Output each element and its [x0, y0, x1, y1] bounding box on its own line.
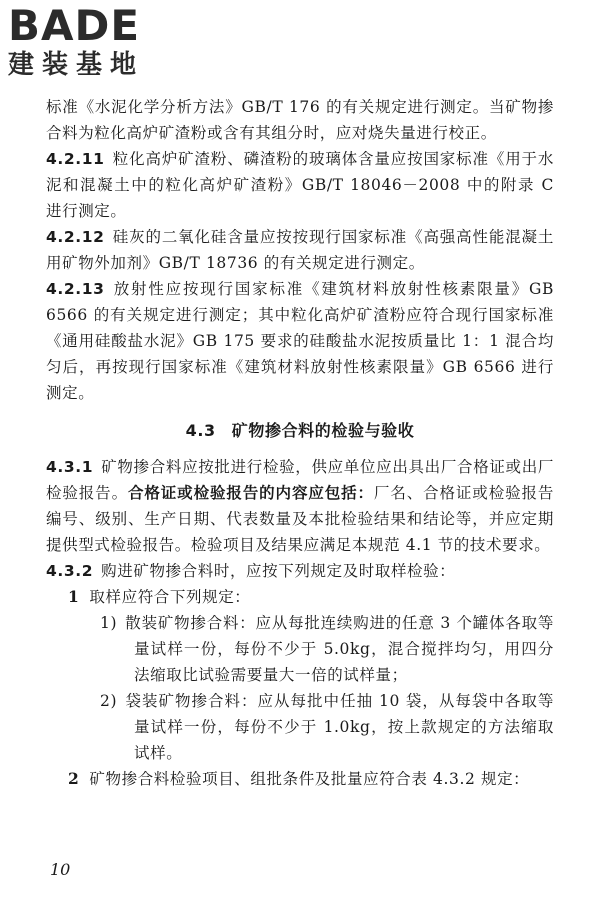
item-number: 2: [68, 769, 80, 788]
item-text: 散装矿物掺合料：应从每批连续购进的任意 3 个罐体各取等量试样一份，每份不少于 5.0kg，混合搅拌均匀，用四分法缩取比试验需要量大一倍的试样量；: [125, 614, 554, 684]
item-text: 矿物掺合料检验项目、组批条件及批量应符合表 4.3.2 规定：: [89, 770, 530, 788]
logo-text-cn: 建装基地: [8, 50, 145, 80]
clause-text-b: 厂名、合格证或检验报告编号、级别、生产日期、代表数量及本批检验结果和结论等，并应定期提供型式检验报告。检验项目及结果应满足本规范 4.1 节的技术要求。: [46, 484, 554, 554]
item-number: 1: [68, 587, 80, 606]
list-item: [46, 766, 554, 792]
clause-number: 4.3.2: [46, 562, 94, 580]
document-body: [46, 94, 554, 792]
paragraph-continued: 标准《水泥化学分析方法》GB/T 176 的有关规定进行测定。当矿物掺合料为粒化高炉矿渣粉或含有其组分时，应对烧失量进行校正。: [46, 98, 554, 142]
clause-number: 4.3.1: [46, 458, 94, 476]
clause-4-2-13: [46, 276, 554, 406]
clause-text: 购进矿物掺合料时，应按下列规定及时取样检验：: [101, 562, 456, 580]
section-number: 4.3: [185, 421, 216, 440]
logo: [8, 1, 178, 80]
clause-number: 4.2.11: [46, 150, 105, 168]
item-number: 2): [100, 692, 118, 710]
clause-text: 放射性应按现行国家标准《建筑材料放射性核素限量》GB 6566 的有关规定进行测定；其中粒化高炉矿渣粉应符合现行国家标准《通用硅酸盐水泥》GB 175 要求的硅酸盐水泥按质量比 1：1 混合均匀后，再按现行国家标准《建筑材料放射性核素限量》GB 6566 进行测定。: [46, 280, 554, 402]
clause-number: 4.2.12: [46, 228, 105, 246]
clause-4-2-11: [46, 146, 554, 224]
sub-list-item: [46, 610, 554, 688]
item-text: 取样应符合下列规定：: [89, 588, 251, 606]
section-heading: [46, 418, 554, 444]
clause-text-a: 矿物掺合料应按批进行检验，供应单位应出具出厂合格证或出厂检验报告。: [46, 458, 554, 502]
logo-text-en: BADE: [8, 1, 141, 50]
clause-4-3-2: [46, 558, 554, 584]
item-number: 1): [100, 614, 118, 632]
clause-text: 粒化高炉矿渣粉、磷渣粉的玻璃体含量应按国家标准《用于水泥和混凝土中的粒化高炉矿渣粉》GB/T 18046－2008 中的附录 C 进行测定。: [46, 150, 554, 220]
sub-list-item: [46, 688, 554, 766]
clause-number: 4.2.13: [46, 280, 105, 298]
list-item: [46, 584, 554, 610]
item-text: 袋装矿物掺合料：应从每批中任抽 10 袋，从每袋中各取等量试样一份，每份不少于 1.0kg，按上款规定的方法缩取试样。: [125, 692, 554, 762]
clause-text-bold: 合格证或检验报告的内容应包括：: [127, 483, 374, 502]
section-title: 矿物掺合料的检验与验收: [231, 421, 415, 440]
clause-text: 硅灰的二氧化硅含量应按按现行国家标准《高强高性能混凝土用矿物外加剂》GB/T 18736 的有关规定进行测定。: [46, 228, 554, 272]
page-number: 10: [50, 860, 71, 879]
clause-4-2-12: [46, 224, 554, 276]
clause-4-3-1: [46, 454, 554, 558]
